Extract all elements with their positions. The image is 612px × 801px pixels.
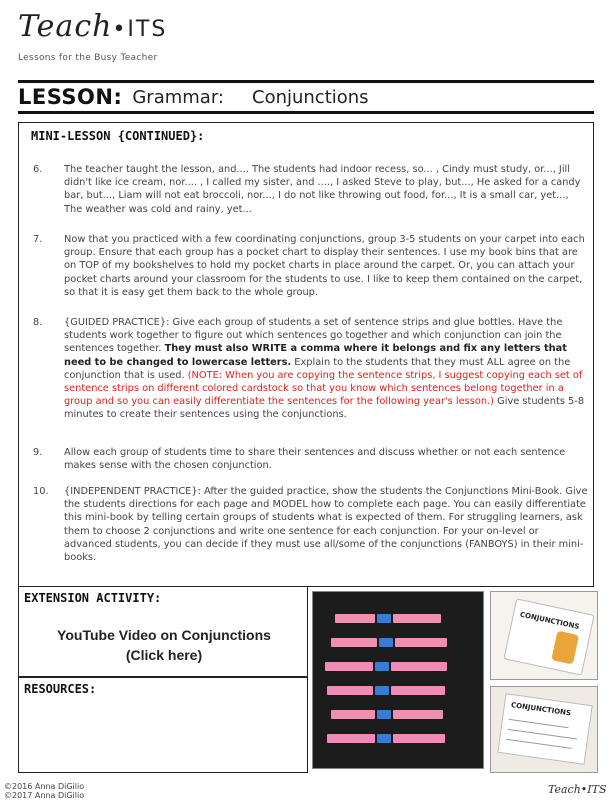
conjunction-card — [377, 614, 391, 623]
sentence-strip — [325, 662, 373, 671]
resources-box — [18, 677, 308, 773]
mini-book-cover — [503, 598, 594, 675]
step-number: 9. — [33, 447, 43, 458]
step-number: 7. — [33, 234, 43, 245]
sentence-strip — [331, 638, 377, 647]
logo-tagline: Lessons for the Busy Teacher — [18, 53, 158, 63]
step-number: 10. — [33, 486, 49, 497]
copyright-2017: ©2017 Anna DiGilio — [4, 791, 85, 800]
conjunction-card — [375, 662, 389, 671]
mini-book-cover-title: CONJUNCTIONS — [519, 610, 581, 631]
copyright — [4, 782, 84, 800]
step-text: {INDEPENDENT PRACTICE}: After the guided practice, show the students the Conjunctions Mini-Book. Give the students directions for each page and MODEL how to complete each page. You can easily differentiate this mini-book by telling certain groups of students what is expected of them. For struggling learners, ask them to choose 2 conjunctions and write one sentence for each conjunction. For your on-level or advanced students, you can decide if they must use all/some of the conjunctions (FANBOYS) in their mini-books. — [64, 486, 588, 564]
sentence-strip — [391, 662, 447, 671]
sentence-strip — [395, 638, 447, 647]
step-text — [64, 316, 588, 422]
step-number: 8. — [33, 317, 43, 328]
lesson-topic: Conjunctions — [252, 86, 369, 108]
sentence-strip — [393, 614, 441, 623]
youtube-video-link[interactable] — [19, 625, 309, 665]
logo-wordmark: Teach — [18, 9, 113, 44]
agree-text: Explain to the students that they must ALL agree on the conjunction that is used. — [64, 356, 571, 381]
sentence-strip — [335, 614, 375, 623]
writing-line — [508, 729, 577, 740]
guided-practice-text: {GUIDED PRACTICE}: Give each group of students a set of sentence strips and glue bottles. Have the students work together to figure out which sentences go together and which conjunction can join the sentences together. — [64, 317, 563, 355]
logo-its: •ITS — [112, 17, 168, 42]
step-text: Now that you practiced with a few coordinating conjunctions, group 3-5 students on your carpet into each group. Ensure that each group has a pocket chart to display their sentences. I use my book bins that are on TOP of my bookshelves to hold my pocket charts in place around the carpet. Or, you can attach your pocket charts around your classroom for the students to use. I like to keep them contained on the carpet, so that it is easy get them back to the whole group. — [64, 234, 585, 298]
glue-bottle-icon — [551, 631, 579, 665]
conjunction-card — [379, 638, 393, 647]
timing-text: Give students 5-8 minutes to create their sentences using the conjunctions. — [64, 396, 585, 421]
teach-its-logo — [18, 6, 218, 70]
sentence-strip — [327, 686, 373, 695]
comma-instruction: They must also WRITE a comma where it belongs and fix any letters that need to be changed to lowercase letters. — [64, 343, 567, 368]
footer-brand: Teach•ITS — [548, 783, 607, 796]
writing-line — [509, 719, 569, 728]
lesson-subject: Grammar: — [132, 86, 224, 108]
conjunction-card — [375, 686, 389, 695]
mini-lesson-box — [18, 122, 594, 587]
mini-book-page-title: CONJUNCTIONS — [510, 701, 572, 718]
video-link-click[interactable]: (Click here) — [125, 647, 203, 663]
sentence-strip — [393, 734, 445, 743]
mini-lesson-title: MINI-LESSON {CONTINUED}: — [31, 129, 205, 143]
extension-activity-box — [18, 587, 308, 677]
video-link-title[interactable]: YouTube Video on Conjunctions — [57, 627, 271, 643]
mini-book-page — [497, 693, 592, 765]
pocket-chart-photo — [312, 591, 484, 769]
step-number: 6. — [33, 164, 43, 175]
lesson-header — [18, 80, 594, 114]
extension-title: EXTENSION ACTIVITY: — [24, 591, 162, 605]
conjunction-card — [377, 734, 391, 743]
copyright-2016: ©2016 Anna DiGilio — [4, 782, 85, 791]
mini-book-cover-photo — [490, 591, 598, 680]
sentence-strip — [393, 710, 443, 719]
sentence-strip — [327, 734, 375, 743]
step-text: Allow each group of students time to share their sentences and discuss whether or not each sentence makes sense with the chosen conjunction. — [64, 447, 566, 472]
lesson-label: LESSON: — [18, 85, 123, 109]
sentence-strip — [391, 686, 445, 695]
mini-book-page-photo — [490, 686, 598, 773]
writing-line — [506, 739, 571, 749]
conjunction-card — [377, 710, 391, 719]
copying-note: (NOTE: When you are copying the sentence strips, I suggest copying each set of sentence strips on different colored cardstock so that you know which sentences belong together in a group and so you can easily differentiate the sentences for the following year's lesson.) — [64, 369, 583, 408]
sentence-strip — [331, 710, 375, 719]
step-text: The teacher taught the lesson, and.... The students had indoor recess, so... , Cindy must study, or..., Jill didn't like ice cream, nor.... , I called my sister, and ...., I asked Steve to play, but..., He asked for a candy bar, but..., Liam will not eat broccoli, nor..., I do not like throwing out food, for..., It is a small car, yet..., The weather was cold and rainy, yet... — [64, 164, 581, 215]
resources-title: RESOURCES: — [24, 682, 97, 696]
